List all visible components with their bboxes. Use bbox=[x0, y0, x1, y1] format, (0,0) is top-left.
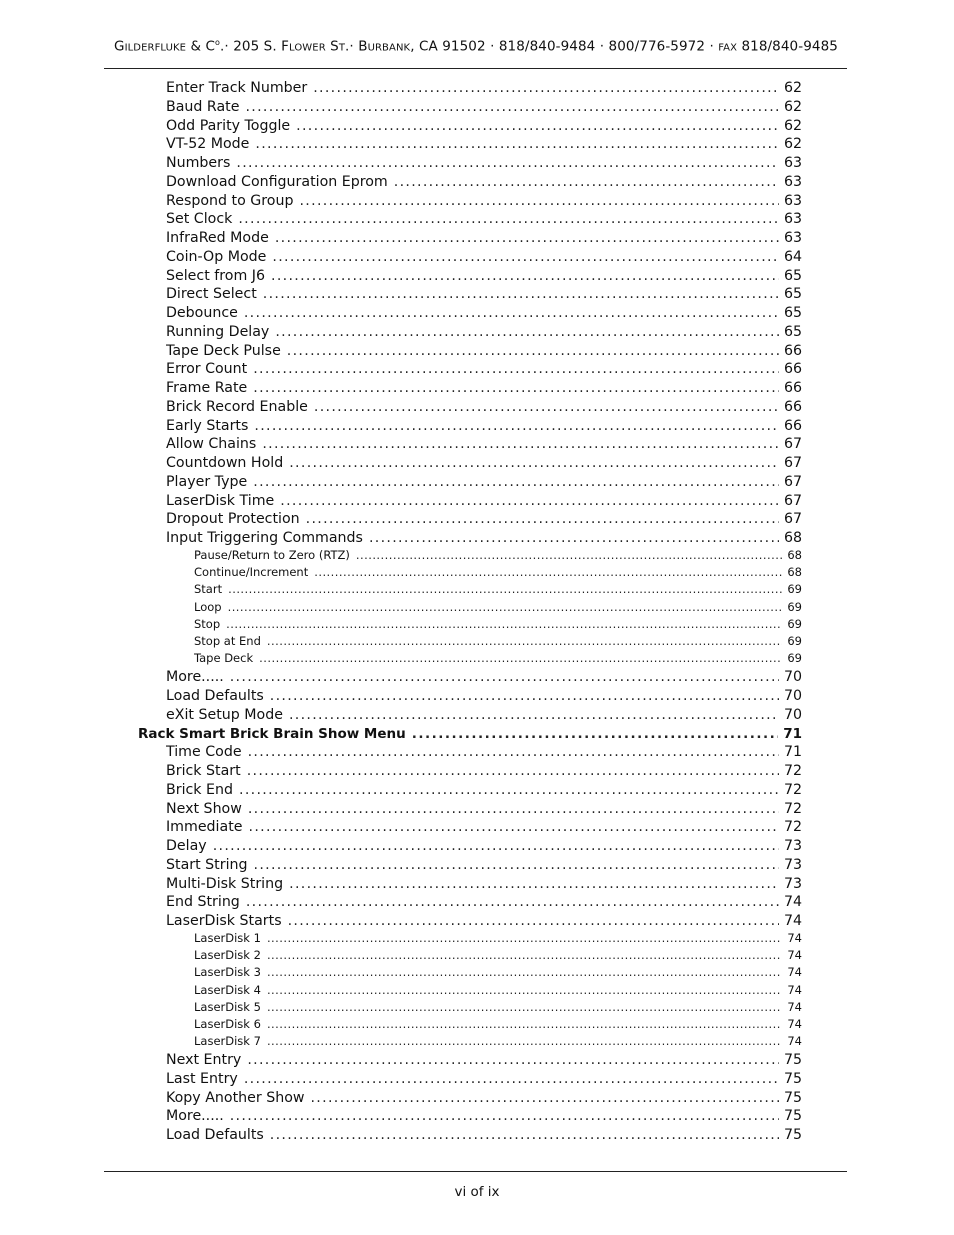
toc-entry-label: Loop bbox=[194, 599, 222, 614]
toc-entry-page: 65 bbox=[783, 286, 802, 303]
toc-entry-label: LaserDisk 6 bbox=[194, 1017, 261, 1031]
toc-entry bbox=[166, 530, 802, 549]
dot-leader bbox=[275, 324, 779, 340]
toc-subentry bbox=[194, 983, 802, 1000]
toc-entry-page: 65 bbox=[783, 305, 802, 321]
toc-entry bbox=[166, 230, 802, 249]
toc-entry bbox=[166, 268, 802, 287]
address-number: .· 205 S. bbox=[220, 38, 282, 55]
toc-entry-label: More..... bbox=[166, 1108, 224, 1125]
toc-entry-page: 75 bbox=[783, 1089, 802, 1106]
street-initial: F bbox=[281, 38, 289, 55]
footer-rule bbox=[104, 1171, 847, 1172]
toc-entry-page: 67 bbox=[783, 436, 802, 453]
dot-leader bbox=[310, 1090, 778, 1106]
toc-entry-label: Early Starts bbox=[166, 417, 249, 434]
dot-leader bbox=[228, 582, 782, 596]
toc-entry-page: 63 bbox=[783, 173, 802, 190]
toc-entry-page: 65 bbox=[783, 323, 802, 340]
dot-leader bbox=[267, 1000, 782, 1014]
toc-entry-label: Load Defaults bbox=[166, 688, 264, 704]
toc-entry-page: 63 bbox=[783, 211, 802, 228]
dot-leader bbox=[267, 948, 782, 962]
dot-leader bbox=[272, 249, 779, 265]
toc-entry-label: Last Entry bbox=[166, 1070, 238, 1087]
toc-entry-label: Next Show bbox=[166, 800, 242, 817]
toc-entry-page: 75 bbox=[783, 1127, 802, 1144]
dot-leader bbox=[271, 268, 779, 284]
toc-entry-page: 71 bbox=[783, 725, 802, 742]
dot-leader bbox=[213, 838, 779, 854]
toc-entry-page: 75 bbox=[783, 1070, 802, 1087]
company-co-suffix: o bbox=[215, 38, 221, 47]
toc-entry-page: 74 bbox=[787, 999, 802, 1014]
toc-entry-label: Baud Rate bbox=[166, 98, 240, 115]
toc-entry-page: 63 bbox=[783, 230, 802, 246]
dot-leader bbox=[255, 136, 779, 152]
toc-entry-page: 71 bbox=[783, 744, 802, 761]
street-type-initial: S bbox=[325, 38, 339, 55]
toc-entry-page: 63 bbox=[783, 155, 802, 171]
dot-leader bbox=[259, 651, 782, 665]
toc-entry bbox=[166, 801, 802, 820]
toc-entry-page: 69 bbox=[787, 616, 802, 631]
toc-entry-label: LaserDisk Time bbox=[166, 492, 275, 509]
dot-leader bbox=[289, 707, 779, 723]
toc-entry-label: Start bbox=[194, 582, 223, 597]
toc-entry-label: Download Configuration Eprom bbox=[166, 173, 388, 190]
dot-leader bbox=[289, 455, 779, 471]
toc-entry bbox=[166, 1127, 802, 1146]
toc-entry bbox=[166, 80, 802, 99]
dot-leader bbox=[267, 931, 782, 945]
toc-entry-page: 64 bbox=[783, 248, 802, 265]
toc-entry-page: 67 bbox=[783, 473, 802, 490]
toc-entry-page: 74 bbox=[787, 965, 802, 980]
toc-entry bbox=[166, 324, 802, 343]
toc-entry bbox=[166, 1052, 802, 1071]
dot-leader bbox=[275, 230, 779, 246]
toc-entry-page: 70 bbox=[783, 706, 802, 723]
dot-leader bbox=[369, 530, 779, 546]
toc-entry-label: LaserDisk 7 bbox=[194, 1034, 261, 1049]
dot-leader bbox=[247, 763, 779, 779]
city-name: URBANK bbox=[367, 42, 411, 54]
dot-leader bbox=[280, 493, 779, 509]
toc-entry bbox=[166, 876, 802, 895]
toc-subentry bbox=[194, 634, 802, 651]
toc-entry bbox=[166, 249, 802, 268]
toc-entry-label: Stop at End bbox=[194, 634, 261, 648]
toc-entry-page: 72 bbox=[783, 819, 802, 836]
page-number: vi of ix bbox=[454, 1184, 500, 1200]
dot-leader bbox=[287, 343, 779, 359]
city-initial: B bbox=[358, 38, 368, 55]
toc-entry-label: Brick Record Enable bbox=[166, 398, 308, 415]
dot-leader bbox=[267, 983, 782, 997]
toc-entry bbox=[166, 155, 802, 174]
dot-leader bbox=[244, 1071, 779, 1087]
dot-leader bbox=[394, 174, 779, 190]
toc-subentry bbox=[194, 651, 802, 668]
toc-entry-label: VT-52 Mode bbox=[166, 136, 250, 153]
toc-entry bbox=[166, 493, 802, 512]
toc-entry-label: Select from J6 bbox=[166, 267, 266, 284]
dot-leader bbox=[238, 211, 779, 227]
dot-leader bbox=[289, 876, 779, 892]
toc-entry bbox=[166, 669, 802, 688]
toc-entry-page: 74 bbox=[787, 982, 802, 997]
toc-entry-label: Next Entry bbox=[166, 1052, 242, 1069]
toc-entry-label: Set Clock bbox=[166, 211, 233, 228]
toc-entry bbox=[166, 418, 802, 437]
toc-entry-page: 62 bbox=[783, 136, 802, 153]
dot-leader bbox=[230, 669, 779, 685]
dot-leader bbox=[356, 548, 782, 562]
toc-entry bbox=[166, 118, 802, 137]
toc-entry bbox=[166, 819, 802, 838]
dot-leader bbox=[239, 782, 779, 798]
toc-entry-label: Debounce bbox=[166, 305, 238, 321]
dot-leader bbox=[228, 600, 783, 614]
toc-entry-label: Player Type bbox=[166, 473, 248, 490]
page-header bbox=[105, 38, 847, 55]
toc-entry-label: LaserDisk 1 bbox=[194, 931, 261, 945]
toc-entry-label: Time Code bbox=[166, 744, 242, 761]
toc-entry-label: Pause/Return to Zero (RTZ) bbox=[194, 548, 350, 562]
toc-subentry bbox=[194, 1034, 802, 1051]
toc-entry-label: LaserDisk 5 bbox=[194, 999, 261, 1014]
toc-entry-page: 68 bbox=[783, 530, 802, 546]
toc-entry-label: Multi-Disk String bbox=[166, 875, 284, 892]
toc-entry-page: 74 bbox=[787, 1017, 802, 1031]
dot-leader bbox=[267, 634, 782, 648]
toc-entry bbox=[166, 857, 802, 876]
toc-entry bbox=[166, 688, 802, 707]
toc-entry-label: LaserDisk Starts bbox=[166, 913, 282, 929]
toc-entry-page: 68 bbox=[787, 548, 802, 562]
toc-entry-page: 73 bbox=[783, 856, 802, 873]
company-amp: & C bbox=[186, 38, 216, 55]
toc-entry bbox=[166, 455, 802, 474]
toc-entry-label: More..... bbox=[166, 669, 224, 686]
toc-entry bbox=[166, 894, 802, 913]
toc-entry-label: Brick End bbox=[166, 781, 233, 798]
dot-leader bbox=[254, 418, 779, 434]
toc-entry bbox=[166, 136, 802, 155]
dot-leader bbox=[248, 744, 779, 760]
toc-entry-label: Tape Deck Pulse bbox=[166, 342, 281, 359]
dot-leader bbox=[236, 155, 779, 171]
dot-leader bbox=[306, 511, 779, 527]
dot-leader bbox=[314, 399, 779, 415]
dot-leader bbox=[267, 1034, 782, 1048]
toc-entry-page: 74 bbox=[787, 948, 802, 963]
toc-entry-label: Countdown Hold bbox=[166, 455, 284, 471]
toc-subentry bbox=[194, 582, 802, 599]
toc-entry-page: 74 bbox=[783, 913, 802, 929]
toc-subentry bbox=[194, 565, 802, 582]
toc-entry bbox=[166, 474, 802, 493]
toc-entry-page: 69 bbox=[787, 599, 802, 614]
toc-entry-page: 63 bbox=[783, 192, 802, 209]
dot-leader bbox=[230, 1108, 779, 1124]
dot-leader bbox=[270, 1127, 779, 1143]
toc-entry bbox=[166, 511, 802, 530]
dot-leader bbox=[314, 565, 782, 579]
toc-entry-page: 67 bbox=[783, 492, 802, 509]
dot-leader bbox=[313, 80, 779, 96]
toc-entry-label: LaserDisk 2 bbox=[194, 948, 261, 963]
toc-entry-label: Continue/Increment bbox=[194, 565, 309, 580]
toc-entry-label: Input Triggering Commands bbox=[166, 530, 363, 546]
fax-number: 818/840-9485 bbox=[737, 38, 838, 55]
toc-entry bbox=[166, 782, 802, 801]
toc-entry-page: 67 bbox=[783, 455, 802, 471]
dot-leader bbox=[247, 1052, 779, 1068]
toc-entry bbox=[166, 211, 802, 230]
toc-entry-label: Delay bbox=[166, 838, 207, 854]
toc-entry bbox=[166, 744, 802, 763]
dot-leader bbox=[226, 617, 782, 631]
toc-subentry bbox=[194, 1000, 802, 1017]
dot-leader bbox=[249, 819, 779, 835]
dot-leader bbox=[244, 305, 779, 321]
dot-leader bbox=[267, 1017, 782, 1031]
dot-leader bbox=[246, 894, 779, 910]
toc-entry bbox=[166, 1108, 802, 1127]
toc-entry-label: LaserDisk 4 bbox=[194, 982, 261, 997]
toc-entry bbox=[166, 305, 802, 324]
toc-entry bbox=[166, 436, 802, 455]
toc-entry bbox=[166, 763, 802, 782]
toc-section-entry bbox=[138, 726, 802, 745]
toc-entry-page: 70 bbox=[783, 688, 802, 704]
toc-entry-label: Odd Parity Toggle bbox=[166, 117, 291, 134]
address-phones: , CA 91502 · 818/840-9484 · 800/776-5972 · bbox=[410, 38, 719, 55]
toc-entry bbox=[166, 399, 802, 418]
toc-entry-page: 74 bbox=[787, 1034, 802, 1049]
toc-entry-page: 65 bbox=[783, 267, 802, 284]
toc-subentry bbox=[194, 600, 802, 617]
toc-entry-label: Direct Select bbox=[166, 286, 257, 303]
company-initial: G bbox=[114, 38, 125, 55]
toc-entry-label: Allow Chains bbox=[166, 436, 257, 453]
toc-entry-label: LaserDisk 3 bbox=[194, 965, 261, 980]
toc-entry-label: Immediate bbox=[166, 819, 243, 836]
toc-entry-label: Enter Track Number bbox=[166, 80, 308, 96]
dot-leader bbox=[253, 380, 779, 396]
toc-entry-page: 66 bbox=[783, 380, 802, 396]
toc-entry-page: 66 bbox=[783, 417, 802, 434]
toc-entry-label: InfraRed Mode bbox=[166, 230, 269, 246]
toc-entry bbox=[166, 343, 802, 362]
street-name: LOWER bbox=[289, 42, 326, 54]
toc-entry-page: 72 bbox=[783, 781, 802, 798]
dot-leader bbox=[253, 474, 779, 490]
toc-entry bbox=[166, 193, 802, 212]
dot-leader bbox=[262, 436, 779, 452]
toc-subentry bbox=[194, 617, 802, 634]
toc-entry-page: 73 bbox=[783, 838, 802, 854]
toc-entry-page: 62 bbox=[783, 117, 802, 134]
toc-entry bbox=[166, 1071, 802, 1090]
toc-entry-page: 68 bbox=[787, 565, 802, 580]
toc-subentry bbox=[194, 1017, 802, 1034]
toc-entry-page: 72 bbox=[783, 763, 802, 779]
toc-entry-page: 70 bbox=[783, 669, 802, 686]
dot-leader bbox=[270, 688, 779, 704]
toc-entry-label: Start String bbox=[166, 856, 248, 873]
toc-entry bbox=[166, 913, 802, 932]
toc-entry bbox=[166, 838, 802, 857]
toc-entry-page: 73 bbox=[783, 875, 802, 892]
dot-leader bbox=[288, 913, 779, 929]
toc-entry-page: 69 bbox=[787, 582, 802, 597]
toc-entry-page: 75 bbox=[783, 1108, 802, 1125]
fax-label: FAX bbox=[718, 42, 738, 54]
header-rule bbox=[104, 68, 847, 69]
toc-subentry bbox=[194, 931, 802, 948]
toc-entry-page: 62 bbox=[783, 98, 802, 115]
dot-leader bbox=[248, 801, 779, 817]
dot-leader bbox=[254, 857, 779, 873]
toc-entry-page: 74 bbox=[787, 931, 802, 945]
toc-entry bbox=[166, 361, 802, 380]
toc-entry-label: Respond to Group bbox=[166, 192, 294, 209]
toc-entry-label: Coin-Op Mode bbox=[166, 248, 267, 265]
toc-entry-page: 72 bbox=[783, 800, 802, 817]
toc-subentry bbox=[194, 948, 802, 965]
dot-leader bbox=[299, 193, 778, 209]
toc-entry-page: 69 bbox=[787, 634, 802, 648]
toc-entry bbox=[166, 707, 802, 726]
toc-entry-label: Error Count bbox=[166, 361, 248, 378]
toc-entry bbox=[166, 380, 802, 399]
toc-subentry bbox=[194, 965, 802, 982]
toc-entry-label: Running Delay bbox=[166, 323, 270, 340]
dot-leader bbox=[245, 99, 778, 115]
toc-entry-page: 75 bbox=[783, 1052, 802, 1069]
toc-entry-label: Dropout Protection bbox=[166, 511, 300, 528]
toc-entry-label: End String bbox=[166, 894, 240, 911]
toc-entry-page: 62 bbox=[783, 80, 802, 96]
toc-entry bbox=[166, 286, 802, 305]
dot-leader bbox=[296, 118, 779, 134]
dot-leader bbox=[267, 965, 782, 979]
street-type: T bbox=[338, 42, 346, 54]
toc-entry-label: Rack Smart Brick Brain Show Menu bbox=[138, 725, 406, 742]
toc-entry-page: 74 bbox=[783, 894, 802, 911]
toc-entry bbox=[166, 99, 802, 118]
toc-entry-page: 67 bbox=[783, 511, 802, 528]
toc-entry-label: Stop bbox=[194, 616, 221, 631]
toc-entry-page: 66 bbox=[783, 342, 802, 359]
toc-entry-label: eXit Setup Mode bbox=[166, 706, 283, 723]
toc-entry-label: Brick Start bbox=[166, 763, 241, 779]
company-name: ILDERFLUKE bbox=[124, 42, 187, 54]
toc-entry-page: 66 bbox=[783, 398, 802, 415]
toc-entry-page: 66 bbox=[783, 361, 802, 378]
toc-entry-label: Frame Rate bbox=[166, 380, 248, 396]
toc-subentry bbox=[194, 548, 802, 565]
dot-leader bbox=[412, 726, 778, 742]
toc-entry-label: Numbers bbox=[166, 155, 231, 171]
toc-entry-label: Tape Deck bbox=[194, 651, 254, 666]
toc-entry bbox=[166, 1090, 802, 1109]
toc-entry bbox=[166, 174, 802, 193]
toc-entry-label: Kopy Another Show bbox=[166, 1089, 305, 1106]
toc-entry-page: 69 bbox=[787, 651, 802, 666]
toc-entry-label: Load Defaults bbox=[166, 1127, 264, 1144]
dot-leader bbox=[263, 286, 779, 302]
dot-leader bbox=[253, 361, 779, 377]
address-separator: .· bbox=[345, 38, 359, 55]
